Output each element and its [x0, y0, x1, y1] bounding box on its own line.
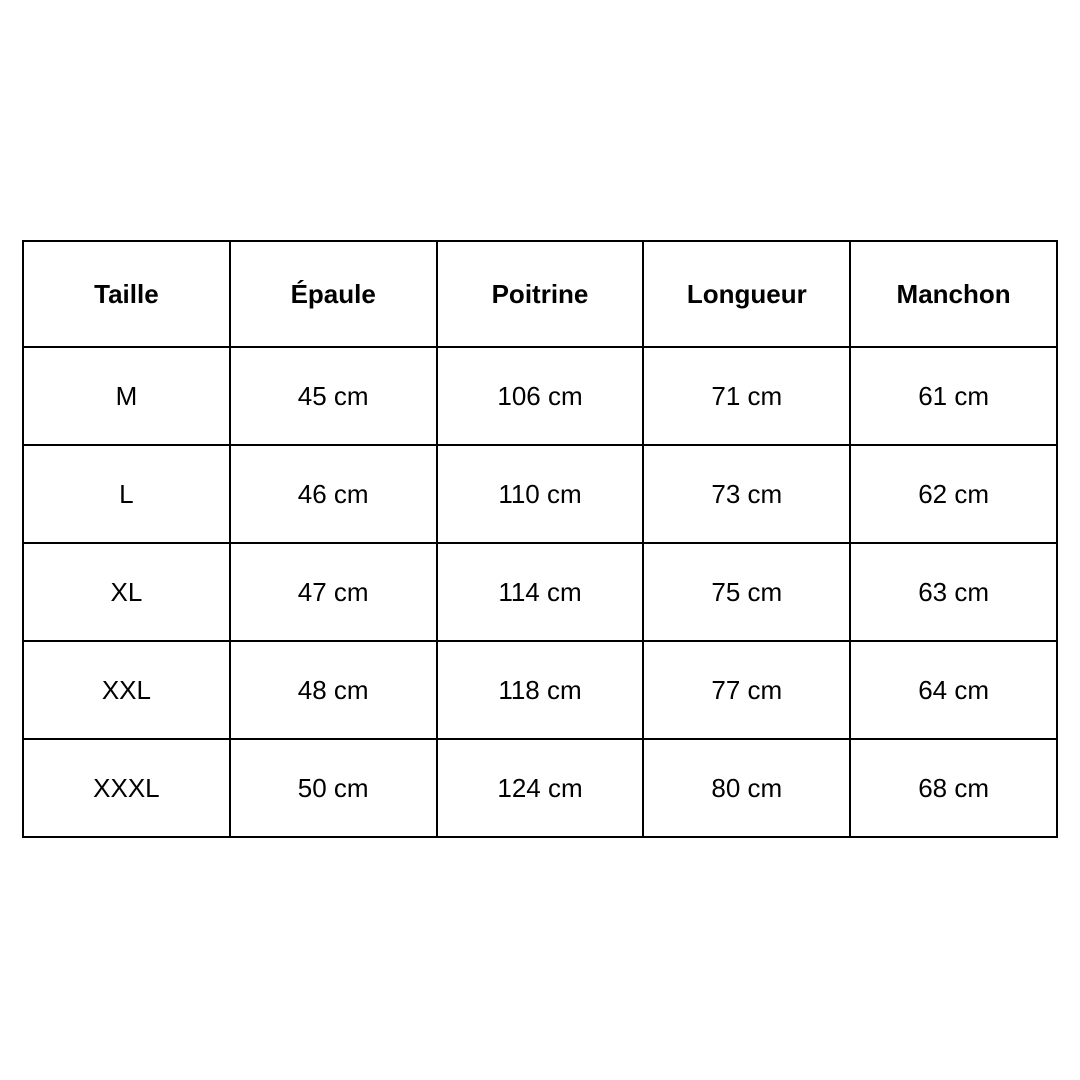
cell-sleeve: 63 cm	[850, 543, 1057, 641]
cell-size: M	[23, 347, 230, 445]
cell-chest: 106 cm	[437, 347, 644, 445]
table-row	[23, 739, 1057, 837]
header-cell-taille: Taille	[23, 241, 230, 347]
cell-shoulder: 50 cm	[230, 739, 437, 837]
table-row	[23, 347, 1057, 445]
cell-size: L	[23, 445, 230, 543]
cell-size: XXL	[23, 641, 230, 739]
cell-sleeve: 61 cm	[850, 347, 1057, 445]
header-row	[23, 241, 1057, 347]
cell-length: 75 cm	[643, 543, 850, 641]
cell-chest: 110 cm	[437, 445, 644, 543]
header-cell-manchon: Manchon	[850, 241, 1057, 347]
table-header	[23, 241, 1057, 347]
cell-length: 80 cm	[643, 739, 850, 837]
cell-shoulder: 45 cm	[230, 347, 437, 445]
cell-shoulder: 46 cm	[230, 445, 437, 543]
table-row	[23, 641, 1057, 739]
cell-chest: 118 cm	[437, 641, 644, 739]
cell-shoulder: 47 cm	[230, 543, 437, 641]
cell-size: XL	[23, 543, 230, 641]
cell-length: 77 cm	[643, 641, 850, 739]
header-cell-longueur: Longueur	[643, 241, 850, 347]
cell-length: 73 cm	[643, 445, 850, 543]
cell-sleeve: 62 cm	[850, 445, 1057, 543]
cell-sleeve: 64 cm	[850, 641, 1057, 739]
table-row	[23, 543, 1057, 641]
table-body	[23, 347, 1057, 837]
cell-size: XXXL	[23, 739, 230, 837]
header-cell-epaule: Épaule	[230, 241, 437, 347]
cell-chest: 114 cm	[437, 543, 644, 641]
cell-sleeve: 68 cm	[850, 739, 1057, 837]
header-cell-poitrine: Poitrine	[437, 241, 644, 347]
cell-chest: 124 cm	[437, 739, 644, 837]
cell-length: 71 cm	[643, 347, 850, 445]
size-chart-table	[22, 240, 1058, 838]
cell-shoulder: 48 cm	[230, 641, 437, 739]
table-row	[23, 445, 1057, 543]
